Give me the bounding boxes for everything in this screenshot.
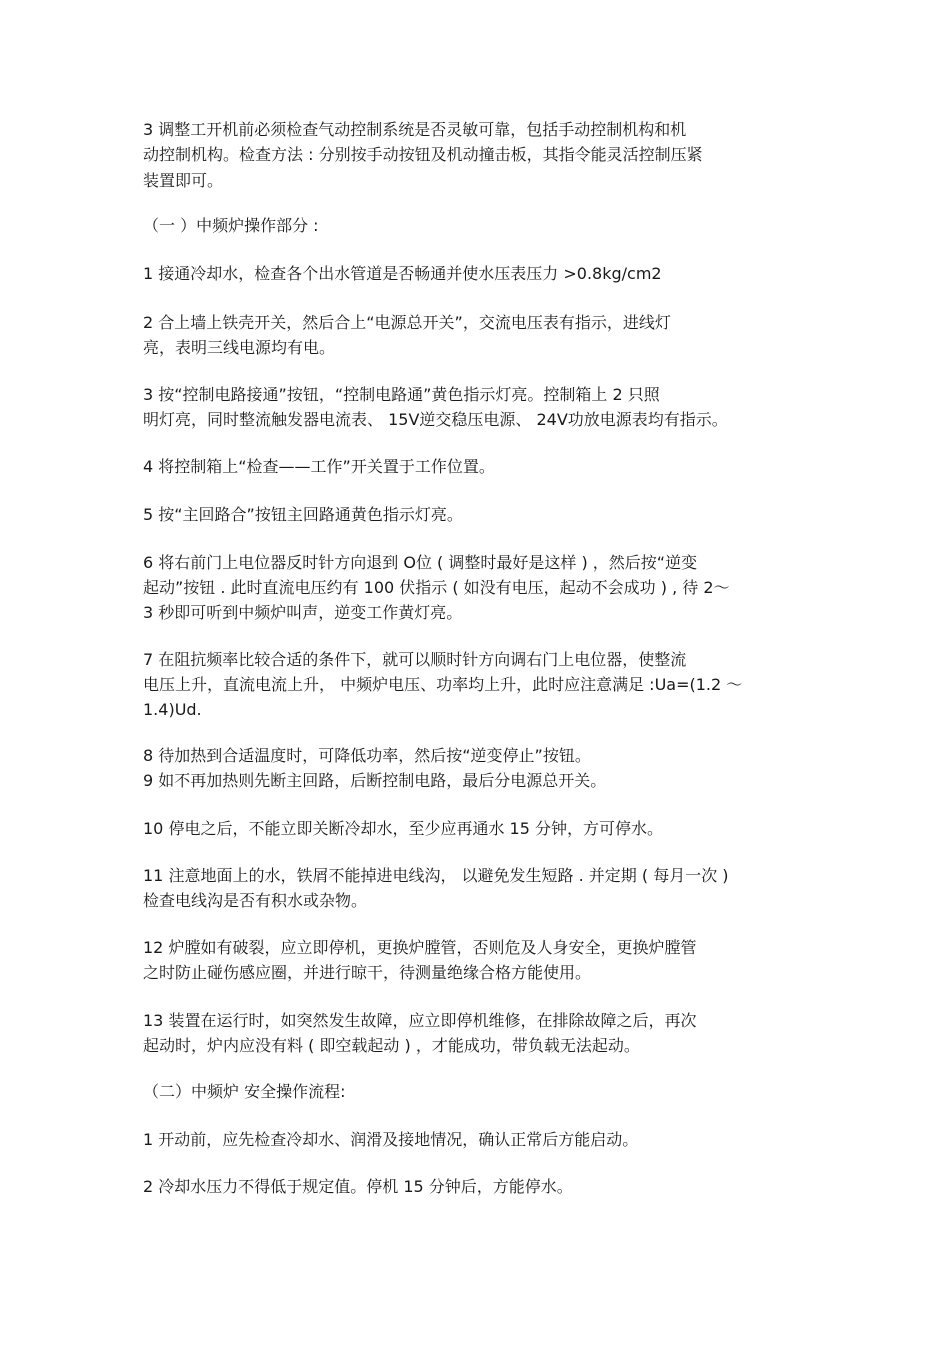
- text-line: 起动”按钮 . 此时直流电压约有 100 伏指示 ( 如没有电压，起动不会成功 ) , 待 2～: [143, 578, 730, 597]
- text-line: 6 将右前门上电位器反时针方向退到 O位 ( 调整时最好是这样 ) ，然后按“逆变: [143, 553, 698, 572]
- text-line: 检查电线沟是否有积水或杂物。: [143, 891, 368, 910]
- text-line: 11 注意地面上的水，铁屑不能掉进电线沟， 以避免发生短路 . 并定期 ( 每月一次 ): [143, 866, 729, 885]
- text-line: 之时防止碰伤感应圈，并进行晾干，待测量绝缘合格方能使用。: [143, 963, 592, 982]
- text-line: 1 接通冷却水，检查各个出水管道是否畅通并使水压表压力 >0.8kg/cm2: [143, 264, 662, 283]
- text-line: 1.4)Ud.: [143, 700, 202, 719]
- section-heading: （一 ）中频炉操作部分 :: [143, 216, 319, 235]
- text-line: 2 合上墙上铁壳开关，然后合上“电源总开关”，交流电压表有指示，进线灯: [143, 313, 671, 332]
- text-line: 动控制机构。检查方法 : 分别按手动按钮及机动撞击板，其指令能灵活控制压紧: [143, 145, 703, 164]
- text-line: 8 待加热到合适温度时，可降低功率，然后按“逆变停止”按钮。: [143, 746, 591, 765]
- section-heading: （二）中频炉 安全操作流程:: [143, 1082, 346, 1101]
- text-line: 3 秒即可听到中频炉叫声，逆变工作黄灯亮。: [143, 603, 463, 622]
- text-line: 装置即可。: [143, 171, 224, 190]
- text-line: 10 停电之后，不能立即关断冷却水，至少应再通水 15 分钟，方可停水。: [143, 819, 663, 838]
- text-line: 3 调整工开机前必须检查气动控制系统是否灵敏可靠，包括手动控制机构和机: [143, 120, 687, 139]
- text-line: 明灯亮，同时整流触发器电流表、 15V逆交稳压电源、 24V功放电源表均有指示。: [143, 410, 728, 429]
- text-line: 4 将控制箱上“检查——工作”开关置于工作位置。: [143, 457, 495, 476]
- text-line: 5 按“主回路合”按钮主回路通黄色指示灯亮。: [143, 505, 463, 524]
- text-line: 亮，表明三线电源均有电。: [143, 338, 336, 357]
- text-line: 13 装置在运行时，如突然发生故障，应立即停机维修，在排除故障之后，再次: [143, 1011, 697, 1030]
- text-line: 7 在阻抗频率比较合适的条件下，就可以顺时针方向调右门上电位器，使整流: [143, 650, 687, 669]
- text-line: 2 冷却水压力不得低于规定值。停机 15 分钟后，方能停水。: [143, 1177, 573, 1196]
- text-line: 电压上升，直流电流上升， 中频炉电压、功率均上升，此时应注意满足 :Ua=(1.2 ～: [143, 675, 743, 694]
- text-line: 起动时，炉内应没有料 ( 即空载起动 ) ，才能成功，带负载无法起动。: [143, 1036, 640, 1055]
- text-line: 3 按“控制电路接通”按钮，“控制电路通”黄色指示灯亮。控制箱上 2 只照: [143, 385, 660, 404]
- text-line: 9 如不再加热则先断主回路，后断控制电路，最后分电源总开关。: [143, 771, 607, 790]
- text-line: 1 开动前，应先检查冷却水、润滑及接地情况，确认正常后方能启动。: [143, 1130, 639, 1149]
- text-line: 12 炉膛如有破裂，应立即停机，更换炉膛管，否则危及人身安全，更换炉膛管: [143, 938, 697, 957]
